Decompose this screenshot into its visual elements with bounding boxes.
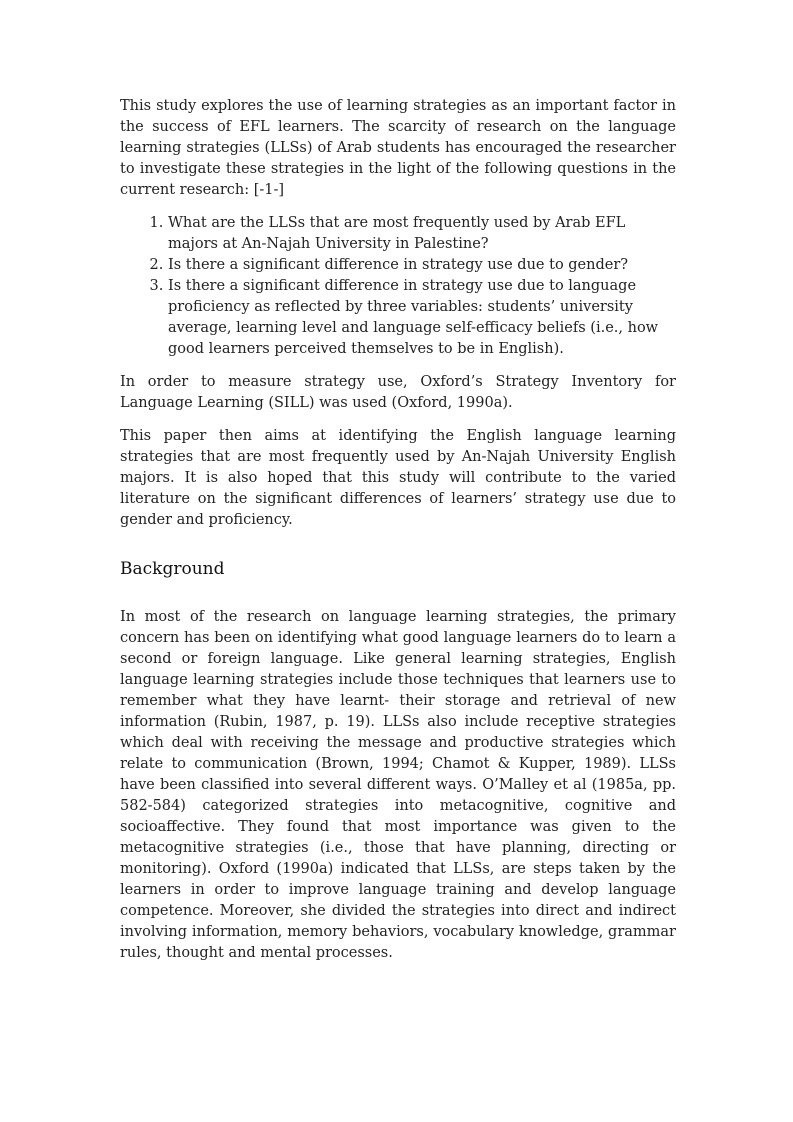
- research-question-2: 2. Is there a significant difference in strategy use due to gender?: [168, 255, 676, 276]
- document-page: [120, 96, 676, 976]
- background-paragraph: In most of the research on language learning strategies, the primary concern has been on identifying what good language learners do to learn a second or foreign language. Like general learning strategies, English language learning strategies include those techniques that learners use to remember what they have learnt- their storage and retrieval of new information (Rubin, 1987, p. 19). LLSs also include receptive strategies which deal with receiving the message and productive strategies which relate to communication (Brown, 1994; Chamot & Kupper, 1989). LLSs have been classified into several different ways. O’Malley et al (1985a, pp. 582-584) categorized strategies into metacognitive, cognitive and socioaffective. They found that most importance was given to the metacognitive strategies (i.e., those that have planning, directing or monitoring). Oxford (1990a) indicated that LLSs, are steps taken by the learners in order to improve language training and develop language competence. Moreover, she divided the strategies into direct and indirect involving information, memory behaviors, vocabulary knowledge, grammar rules, thought and mental processes.: [120, 609, 676, 961]
- intro-paragraph: This study explores the use of learning strategies as an important factor in the success of EFL learners. The scarcity of research on the language learning strategies (LLSs) of Arab students has encouraged the researcher to investigate these strategies in the light of the following questions in the current research: [-1-]: [120, 98, 676, 198]
- research-question-1: 1. What are the LLSs that are most frequently used by Arab EFL majors at An-Najah University in Palestine?: [168, 213, 676, 255]
- aim-paragraph: This paper then aims at identifying the English language learning strategies that are most frequently used by An-Najah University English majors. It is also hoped that this study will contribute to the varied literature on the significant differences of learners’ strategy use due to gender and proficiency.: [120, 428, 676, 528]
- research-questions-list: [120, 213, 676, 360]
- section-heading-background: Background: [120, 559, 225, 579]
- measure-paragraph: In order to measure strategy use, Oxford’s Strategy Inventory for Language Learning (SILL) was used (Oxford, 1990a).: [120, 374, 676, 411]
- research-question-3: 3. Is there a significant difference in strategy use due to language proficiency as reflected by three variables: students’ university average, learning level and language self-efficacy beliefs (i.e., how good learners perceived themselves to be in English).: [168, 276, 676, 360]
